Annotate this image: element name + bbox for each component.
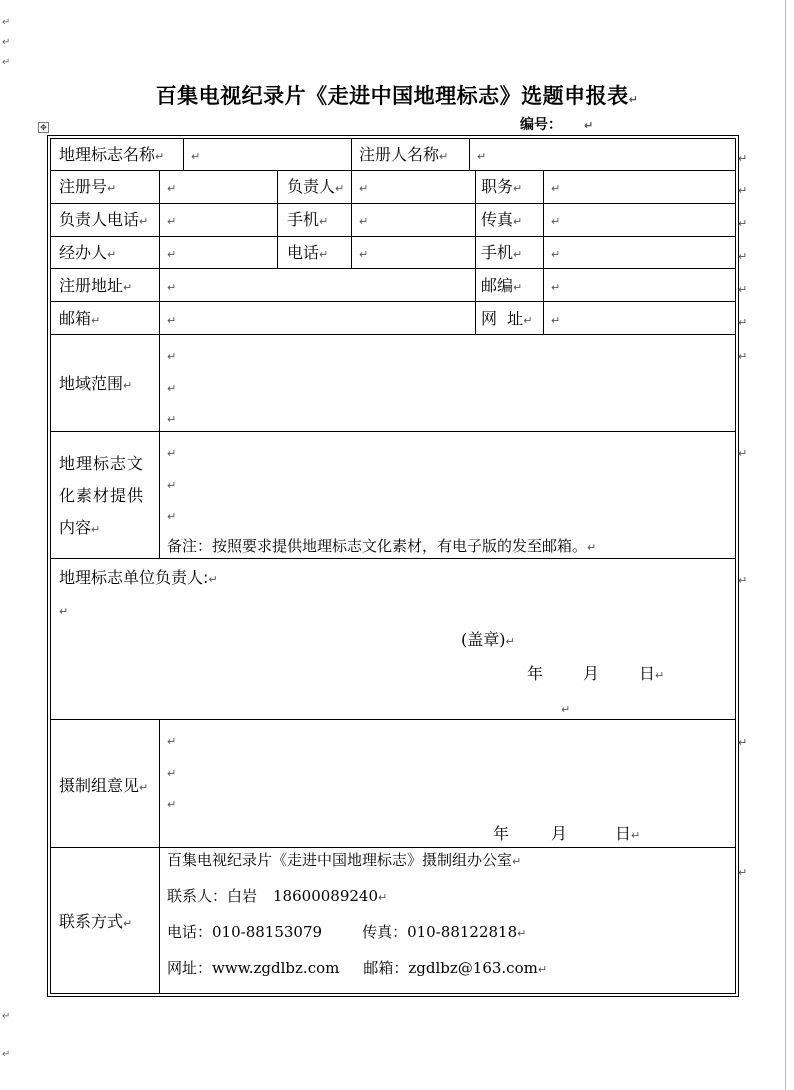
handler-label: 经办人↵ bbox=[59, 243, 117, 262]
contact-web-email: 网址：www.zgdlbz.com 邮箱：zgdlbz@163.com↵ bbox=[167, 959, 548, 977]
crew-opinion-label: 摄制组意见↵ bbox=[59, 776, 149, 795]
row-end-mark-icon: ↵ bbox=[738, 217, 748, 230]
mobile-label: 手机↵ bbox=[287, 210, 329, 229]
row-divider bbox=[51, 719, 735, 720]
row-divider bbox=[51, 334, 735, 335]
margin-mark-icon: ↵ bbox=[2, 1049, 11, 1060]
document-title-text: 百集电视纪录片《走进中国地理标志》选题申报表 bbox=[155, 83, 629, 108]
phone-label: 电话↵ bbox=[287, 243, 329, 262]
crew-month-label: 月 bbox=[551, 824, 568, 843]
margin-mark-icon: ↵ bbox=[2, 17, 11, 28]
culture-field[interactable]: ↵ bbox=[167, 447, 177, 460]
return-mark-icon: ↵ bbox=[584, 119, 594, 132]
number-label-text: 编号： bbox=[520, 117, 562, 133]
geo-mark-name-field[interactable]: ↵ bbox=[191, 150, 201, 163]
column-divider bbox=[159, 170, 160, 559]
crew-opinion-field-line[interactable]: ↵ bbox=[167, 767, 177, 780]
column-divider bbox=[543, 170, 544, 334]
margin-mark-icon: ↵ bbox=[2, 1011, 11, 1022]
address-label: 注册地址↵ bbox=[59, 276, 133, 295]
region-label: 地域范围↵ bbox=[59, 374, 133, 393]
row-divider bbox=[51, 203, 735, 204]
contact-phone-fax: 电话：010-88153079 传真：010-88122818↵ bbox=[167, 923, 527, 941]
row-end-mark-icon: ↵ bbox=[738, 250, 748, 263]
table-anchor-icon[interactable]: ✥ bbox=[38, 122, 49, 133]
handler-mobile-label: 手机↵ bbox=[481, 243, 523, 262]
region-field-line[interactable]: ↵ bbox=[167, 413, 177, 426]
unit-month-label: 月 bbox=[583, 664, 600, 683]
row-end-mark-icon: ↵ bbox=[738, 736, 748, 749]
row-end-mark-icon: ↵ bbox=[738, 184, 748, 197]
document-title bbox=[0, 80, 794, 110]
email-link[interactable]: zgdlbz@163.com bbox=[408, 959, 538, 977]
responsible-label: 负责人↵ bbox=[287, 177, 345, 196]
row-divider bbox=[51, 268, 735, 269]
column-divider bbox=[277, 170, 278, 268]
responsible-field[interactable]: ↵ bbox=[359, 182, 369, 195]
return-mark-icon: ↵ bbox=[628, 93, 639, 106]
crew-year-label: 年 bbox=[493, 824, 510, 843]
culture-note: 备注：按照要求提供地理标志文化素材，有电子版的发至邮箱。↵ bbox=[167, 537, 597, 555]
registrant-name-label: 注册人名称↵ bbox=[359, 145, 449, 164]
website-label: 网 址↵ bbox=[481, 309, 533, 328]
row-divider bbox=[51, 847, 735, 848]
row-end-mark-icon: ↵ bbox=[738, 152, 748, 165]
handler-mobile-field[interactable]: ↵ bbox=[551, 248, 561, 261]
email-label: 邮箱↵ bbox=[59, 309, 101, 328]
row-end-mark-icon: ↵ bbox=[738, 316, 748, 329]
row-end-mark-icon: ↵ bbox=[738, 866, 748, 879]
phone-field[interactable]: ↵ bbox=[359, 248, 369, 261]
column-divider bbox=[351, 170, 352, 268]
row-divider bbox=[51, 301, 735, 302]
responsible-phone-field[interactable]: ↵ bbox=[167, 215, 177, 228]
reg-no-field[interactable]: ↵ bbox=[167, 182, 177, 195]
row-end-mark-icon: ↵ bbox=[738, 447, 748, 460]
column-divider bbox=[475, 170, 476, 334]
unit-responsible-label: 地理标志单位负责人:↵ bbox=[59, 568, 218, 587]
margin-mark-icon: ↵ bbox=[2, 37, 11, 48]
row-divider bbox=[51, 170, 735, 171]
application-form-table bbox=[50, 138, 736, 994]
postcode-field[interactable]: ↵ bbox=[551, 281, 561, 294]
geo-mark-name-label: 地理标志名称↵ bbox=[59, 145, 165, 164]
region-field[interactable]: ↵ bbox=[167, 350, 177, 363]
reg-no-label: 注册号↵ bbox=[59, 177, 117, 196]
registrant-name-field[interactable]: ↵ bbox=[477, 150, 487, 163]
unit-responsible-field[interactable]: ↵ bbox=[59, 605, 69, 618]
region-field-line[interactable]: ↵ bbox=[167, 382, 177, 395]
culture-label-line3: 内容↵ bbox=[59, 518, 101, 537]
fax-label: 传真↵ bbox=[481, 210, 523, 229]
column-divider bbox=[183, 139, 184, 170]
responsible-phone-label: 负责人电话↵ bbox=[59, 210, 149, 229]
culture-label-line2: 化素材提供 bbox=[59, 486, 145, 505]
contact-label: 联系方式↵ bbox=[59, 912, 133, 931]
website-field[interactable]: ↵ bbox=[551, 314, 561, 327]
culture-field-line[interactable]: ↵ bbox=[167, 510, 177, 523]
page-margin-line bbox=[785, 0, 786, 1090]
row-divider bbox=[51, 236, 735, 237]
position-field[interactable]: ↵ bbox=[551, 182, 561, 195]
position-label: 职务↵ bbox=[481, 177, 523, 196]
fax-field[interactable]: ↵ bbox=[551, 215, 561, 228]
crew-opinion-field-line[interactable]: ↵ bbox=[167, 798, 177, 811]
row-end-mark-icon: ↵ bbox=[738, 283, 748, 296]
row-end-mark-icon: ↵ bbox=[738, 574, 748, 587]
address-field[interactable]: ↵ bbox=[167, 281, 177, 294]
culture-field-line[interactable]: ↵ bbox=[167, 479, 177, 492]
mobile-field[interactable]: ↵ bbox=[359, 215, 369, 228]
seal-label: (盖章)↵ bbox=[461, 630, 515, 649]
row-divider bbox=[51, 431, 735, 432]
margin-mark-icon: ↵ bbox=[2, 57, 11, 68]
email-field[interactable]: ↵ bbox=[167, 314, 177, 327]
number-label bbox=[520, 114, 593, 134]
website-link[interactable]: www.zgdlbz.com bbox=[212, 959, 340, 977]
unit-year-label: 年 bbox=[527, 664, 544, 683]
crew-opinion-field[interactable]: ↵ bbox=[167, 735, 177, 748]
return-mark-icon: ↵ bbox=[561, 703, 571, 716]
column-divider bbox=[159, 719, 160, 993]
row-end-mark-icon: ↵ bbox=[738, 350, 748, 363]
handler-field[interactable]: ↵ bbox=[167, 248, 177, 261]
column-divider bbox=[351, 139, 352, 170]
column-divider bbox=[469, 139, 470, 170]
crew-day-label: 日↵ bbox=[615, 824, 641, 843]
postcode-label: 邮编↵ bbox=[481, 276, 523, 295]
contact-person: 联系人：白岩 18600089240↵ bbox=[167, 887, 388, 905]
unit-day-label: 日↵ bbox=[639, 664, 665, 683]
contact-office: 百集电视纪录片《走进中国地理标志》摄制组办公室↵ bbox=[167, 851, 522, 869]
culture-label-line1: 地理标志文 bbox=[59, 454, 145, 473]
